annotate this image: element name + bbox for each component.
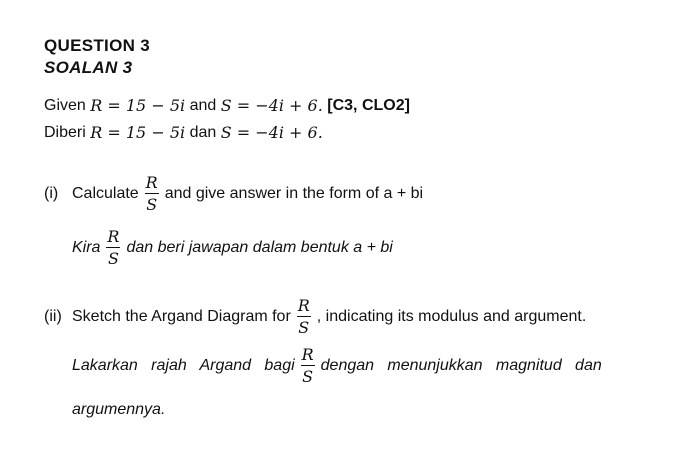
- fraction-denominator: S: [146, 195, 158, 214]
- part-ii-en-after: , indicating its modulus and argument.: [316, 307, 587, 325]
- fraction-bar: [301, 365, 315, 366]
- fraction-r-over-s-ii-ms: [301, 346, 315, 385]
- part-ii-ms-after: dengan menunjukkan magnitud dan: [320, 356, 602, 374]
- part-ii-en: [44, 297, 586, 336]
- fraction-bar: [145, 193, 159, 194]
- fraction-denominator: S: [302, 367, 314, 386]
- fraction-r-over-s: [145, 174, 159, 213]
- part-ii-ms-line2: argumennya.: [72, 401, 166, 418]
- fraction-numerator: R: [145, 173, 158, 192]
- question-title: QUESTION 3: [44, 36, 150, 55]
- part-i-en-before: Calculate: [72, 184, 139, 202]
- s-expression: S = −4i + 6.: [220, 96, 323, 115]
- fraction-numerator: R: [301, 345, 314, 364]
- part-i-ms-before: Kira: [72, 238, 101, 256]
- part-ii-en-before: Sketch the Argand Diagram for: [72, 307, 291, 325]
- given-line-en: [44, 96, 410, 115]
- fraction-bar: [106, 247, 120, 248]
- fraction-bar: [297, 316, 311, 317]
- fraction-denominator: S: [107, 249, 119, 268]
- given-line-ms: [44, 123, 323, 142]
- given-and-ms: dan: [189, 123, 217, 141]
- question-title-malay: SOALAN 3: [44, 58, 133, 77]
- fraction-numerator: R: [107, 227, 120, 246]
- s-expression-ms: S = −4i + 6.: [220, 123, 323, 142]
- part-i-label: (i): [44, 184, 59, 202]
- cognitive-tag: [C3, CLO2]: [327, 96, 410, 114]
- part-ii-label: (ii): [44, 307, 62, 325]
- part-i-en: [44, 174, 423, 213]
- given-and-en: and: [189, 96, 217, 114]
- part-i-en-after: and give answer in the form of a + bi: [164, 184, 424, 202]
- fraction-r-over-s-ii: [297, 297, 311, 336]
- given-prefix-ms: Diberi: [44, 123, 86, 141]
- part-i-ms: [72, 228, 393, 267]
- fraction-numerator: R: [297, 296, 310, 315]
- fraction-denominator: S: [298, 318, 310, 337]
- part-ii-ms-before: Lakarkan rajah Argand bagi: [72, 356, 295, 374]
- part-i-ms-after: dan beri jawapan dalam bentuk a + bi: [126, 238, 393, 256]
- given-prefix-en: Given: [44, 96, 86, 114]
- part-ii-ms-line1: [72, 346, 602, 385]
- r-expression-ms: R = 15 − 5i: [90, 123, 186, 142]
- r-expression: R = 15 − 5i: [90, 96, 186, 115]
- fraction-r-over-s-ms: [106, 228, 120, 267]
